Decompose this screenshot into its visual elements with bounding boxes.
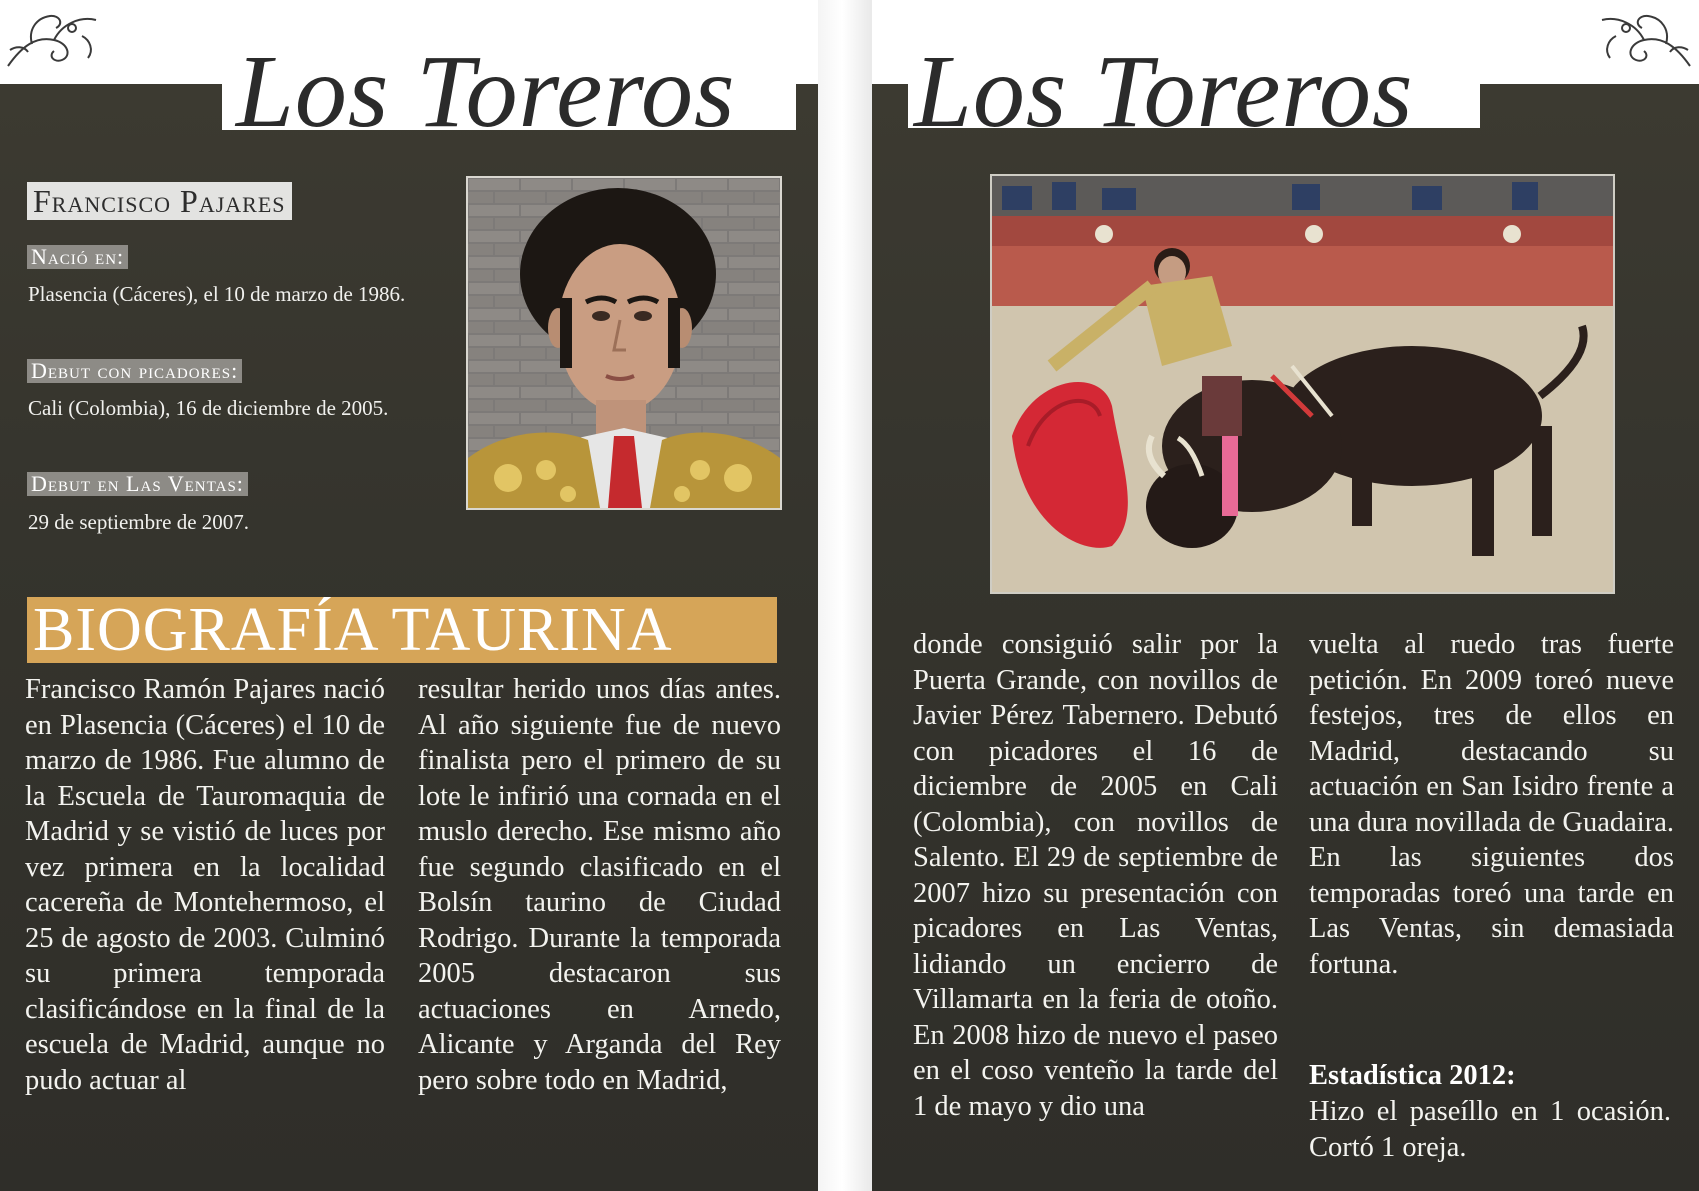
bullfighter-name: Francisco Pajares <box>27 182 292 220</box>
page-title-left: Los Toreros <box>222 40 796 130</box>
birth-label: Nació en: <box>27 245 128 269</box>
section-heading-bar <box>27 597 777 663</box>
page-title-right: Los Toreros <box>908 40 1480 128</box>
stats-text: Hizo el paseíllo en 1 ocasión. Cortó 1 oreja. <box>1309 1096 1671 1163</box>
scroll-ornament-icon <box>1592 6 1696 78</box>
stats-heading: Estadística 2012: <box>1309 1060 1516 1091</box>
biography-column-4: vuelta al ruedo tras fuerte petición. En 2009 toreó nueve festejos, tres de ellos en Madrid, destacando su actuación en San Isidro frente a una dura novillada de Guadaira. En las siguientes dos temporadas toreó una tarde en Las Ventas, sin demasiada fortuna. <box>1309 629 1674 980</box>
picadores-debut-value: Cali (Colombia), 16 de diciembre de 2005. <box>28 396 389 420</box>
las-ventas-debut-value: 29 de septiembre de 2007. <box>28 510 250 534</box>
bullfight-photo <box>990 174 1615 594</box>
section-title: BIOGRAFÍA TAURINA <box>33 597 673 663</box>
biography-column-2: resultar herido unos días antes. Al año siguiente fue de nuevo finalista pero el primero de su lote le infirió una cornada en el muslo derecho. Ese mismo año fue segundo clasificado en el Bolsín taurino de Ciudad Rodrigo. Durante la temporada 2005 destacaron sus actuaciones en Arnedo, Alicante y Arganda del Rey pero sobre todo en Madrid, <box>418 674 781 1096</box>
birth-value: Plasencia (Cáceres), el 10 de marzo de 1986. <box>28 282 406 306</box>
picadores-debut-label: Debut con picadores: <box>27 359 242 383</box>
book-gutter <box>818 0 872 1191</box>
biography-column-1: Francisco Ramón Pajares nació en Plasencia (Cáceres) el 10 de marzo de 1986. Fue alumno de la Escuela de Tauromaquia de Madrid y se vistió de luces por vez primera en la localidad cacereña de Montehermoso, el 25 de agosto de 2003. Culminó su primera temporada clasificándose en la final de la escuela de Madrid, aunque no pudo actuar al <box>25 674 385 1096</box>
scroll-ornament-icon <box>2 6 106 78</box>
las-ventas-debut-label: Debut en Las Ventas: <box>27 472 248 496</box>
portrait-photo <box>466 176 782 510</box>
biography-column-3: donde consiguió salir por la Puerta Grande, con novillos de Javier Pérez Tabernero. Debutó con picadores el 16 de diciembre de 2005 en Cali (Colombia), con novillos de Salento. El 29 de septiembre de 2007 hizo su presentación con picadores en Las Ventas, lidiando un encierro de Villamarta en la feria de otoño. En 2008 hizo de nuevo el paseo en el coso venteño la tarde del 1 de mayo y dio una <box>913 629 1278 1122</box>
